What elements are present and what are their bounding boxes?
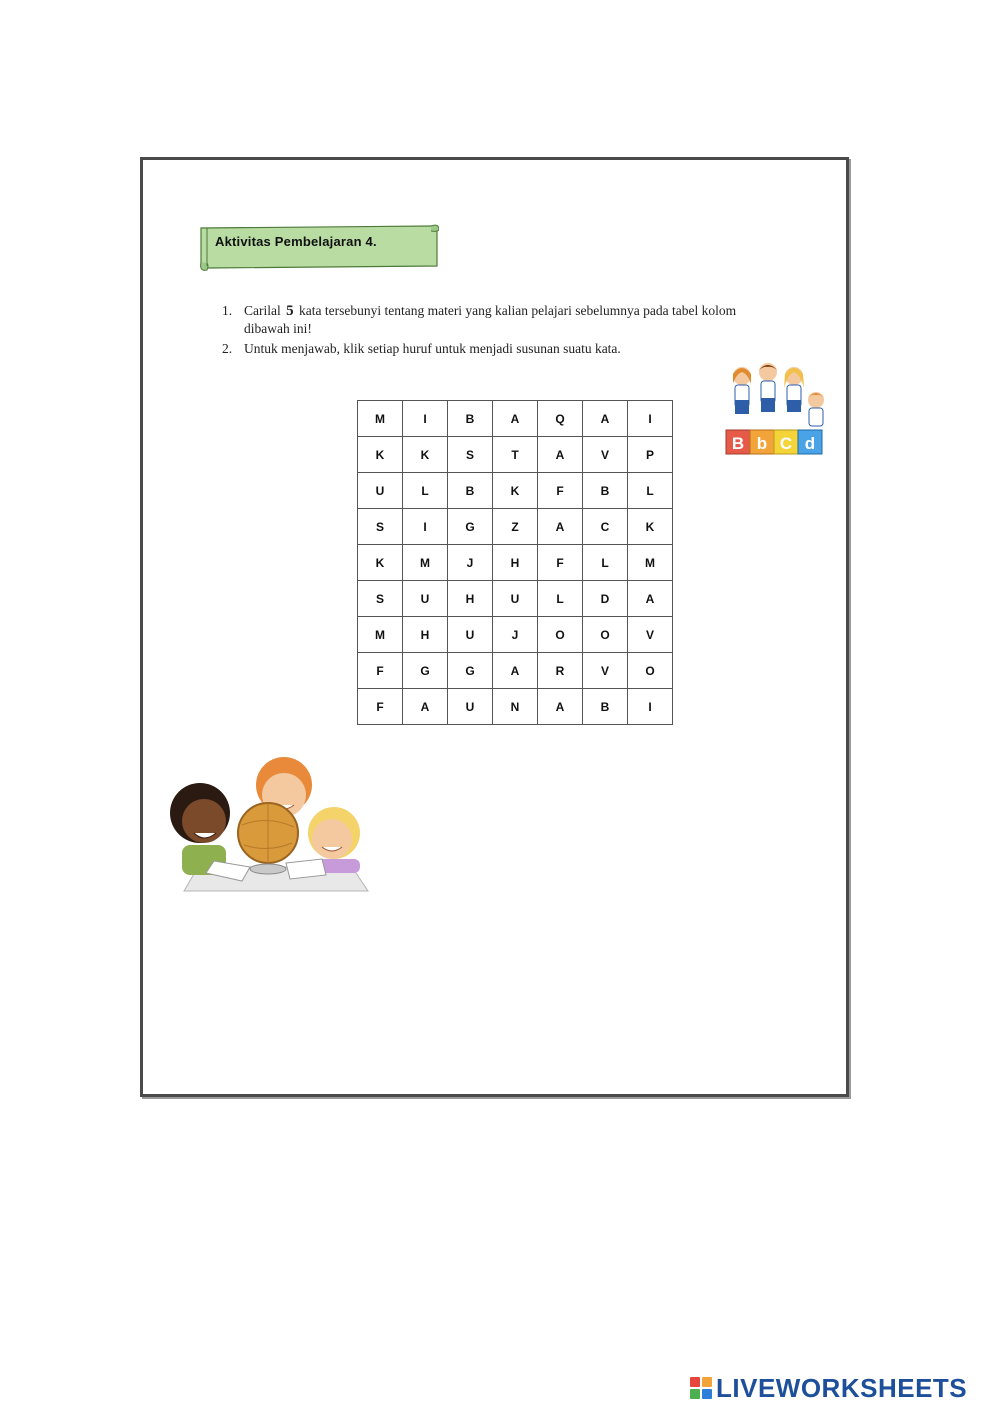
grid-row (358, 545, 673, 581)
grid-row (358, 401, 673, 437)
grid-letter-cell[interactable]: I (628, 689, 673, 725)
grid-letter-cell[interactable]: U (448, 617, 493, 653)
grid-letter-cell[interactable]: Q (538, 401, 583, 437)
instructions-list (222, 302, 782, 360)
grid-row (358, 437, 673, 473)
grid-letter-cell[interactable]: B (583, 473, 628, 509)
instruction-text-start: Carilal (244, 303, 281, 318)
grid-letter-cell[interactable]: L (583, 545, 628, 581)
grid-row (358, 689, 673, 725)
kids-with-globe-illustration (162, 755, 372, 893)
instruction-2 (222, 340, 782, 357)
grid-letter-cell[interactable]: A (403, 689, 448, 725)
kids-with-blocks-illustration (724, 360, 832, 458)
grid-letter-cell[interactable]: J (448, 545, 493, 581)
grid-letter-cell[interactable]: A (538, 689, 583, 725)
liveworksheets-logo (690, 1373, 967, 1403)
grid-letter-cell[interactable]: M (628, 545, 673, 581)
grid-row (358, 509, 673, 545)
grid-letter-cell[interactable]: G (403, 653, 448, 689)
grid-letter-cell[interactable]: I (403, 509, 448, 545)
block-letter-c: C (779, 434, 793, 453)
grid-letter-cell[interactable]: K (628, 509, 673, 545)
block-letter-d: d (804, 434, 816, 453)
grid-letter-cell[interactable]: U (493, 581, 538, 617)
grid-row (358, 653, 673, 689)
grid-letter-cell[interactable]: S (358, 581, 403, 617)
grid-letter-cell[interactable]: U (358, 473, 403, 509)
grid-letter-cell[interactable]: O (538, 617, 583, 653)
instruction-1 (222, 302, 782, 337)
grid-letter-cell[interactable]: A (493, 401, 538, 437)
grid-letter-cell[interactable]: A (538, 509, 583, 545)
grid-letter-cell[interactable]: G (448, 509, 493, 545)
grid-letter-cell[interactable]: V (583, 653, 628, 689)
grid-letter-cell[interactable]: K (358, 545, 403, 581)
grid-letter-cell[interactable]: K (403, 437, 448, 473)
activity-banner (199, 222, 437, 266)
activity-title: Aktivitas Pembelajaran 4. (215, 234, 377, 249)
grid-letter-cell[interactable]: A (628, 581, 673, 617)
liveworksheets-logo-icon (690, 1377, 712, 1399)
grid-letter-cell[interactable]: P (628, 437, 673, 473)
grid-letter-cell[interactable]: L (538, 581, 583, 617)
block-letter-b-lower: b (756, 434, 768, 453)
grid-letter-cell[interactable]: G (448, 653, 493, 689)
grid-letter-cell[interactable]: V (628, 617, 673, 653)
grid-letter-cell[interactable]: L (403, 473, 448, 509)
grid-letter-cell[interactable]: B (448, 473, 493, 509)
grid-letter-cell[interactable]: A (493, 653, 538, 689)
grid-letter-cell[interactable]: F (358, 653, 403, 689)
grid-letter-cell[interactable]: C (583, 509, 628, 545)
grid-letter-cell[interactable]: B (448, 401, 493, 437)
grid-row (358, 473, 673, 509)
grid-letter-cell[interactable]: U (448, 689, 493, 725)
grid-letter-cell[interactable]: A (583, 401, 628, 437)
instruction-number: 1. (222, 303, 233, 318)
grid-letter-cell[interactable]: A (538, 437, 583, 473)
grid-letter-cell[interactable]: Z (493, 509, 538, 545)
grid-letter-cell[interactable]: H (493, 545, 538, 581)
word-count: 5 (286, 303, 294, 319)
grid-letter-cell[interactable]: M (358, 401, 403, 437)
grid-letter-cell[interactable]: K (358, 437, 403, 473)
grid-letter-cell[interactable]: F (538, 473, 583, 509)
grid-letter-cell[interactable]: H (448, 581, 493, 617)
grid-letter-cell[interactable]: V (583, 437, 628, 473)
instruction-text: Untuk menjawab, klik setiap huruf untuk menjadi susunan suatu kata. (244, 341, 621, 356)
grid-row (358, 617, 673, 653)
grid-letter-cell[interactable]: T (493, 437, 538, 473)
instruction-text (244, 302, 782, 337)
grid-letter-cell[interactable]: F (538, 545, 583, 581)
grid-letter-cell[interactable]: O (583, 617, 628, 653)
brand-name: LIVEWORKSHEETS (716, 1372, 968, 1403)
grid-letter-cell[interactable]: H (403, 617, 448, 653)
grid-letter-cell[interactable]: F (358, 689, 403, 725)
grid-letter-cell[interactable]: S (448, 437, 493, 473)
grid-letter-cell[interactable]: D (583, 581, 628, 617)
grid-letter-cell[interactable]: L (628, 473, 673, 509)
grid-letter-cell[interactable]: M (403, 545, 448, 581)
grid-letter-cell[interactable]: U (403, 581, 448, 617)
grid-letter-cell[interactable]: K (493, 473, 538, 509)
grid-letter-cell[interactable]: I (403, 401, 448, 437)
grid-letter-cell[interactable]: B (583, 689, 628, 725)
instruction-text-end: kata tersebunyi tentang materi yang kalian pelajari sebelumnya pada tabel kolom dibawah ini! (244, 303, 737, 336)
grid-letter-cell[interactable]: S (358, 509, 403, 545)
grid-letter-cell[interactable]: M (358, 617, 403, 653)
word-search-grid (357, 400, 673, 725)
grid-letter-cell[interactable]: O (628, 653, 673, 689)
grid-letter-cell[interactable]: N (493, 689, 538, 725)
instruction-number: 2. (222, 341, 233, 356)
grid-letter-cell[interactable]: I (628, 401, 673, 437)
block-letter-b-upper: B (731, 434, 745, 453)
grid-letter-cell[interactable]: R (538, 653, 583, 689)
grid-letter-cell[interactable]: J (493, 617, 538, 653)
grid-row (358, 581, 673, 617)
